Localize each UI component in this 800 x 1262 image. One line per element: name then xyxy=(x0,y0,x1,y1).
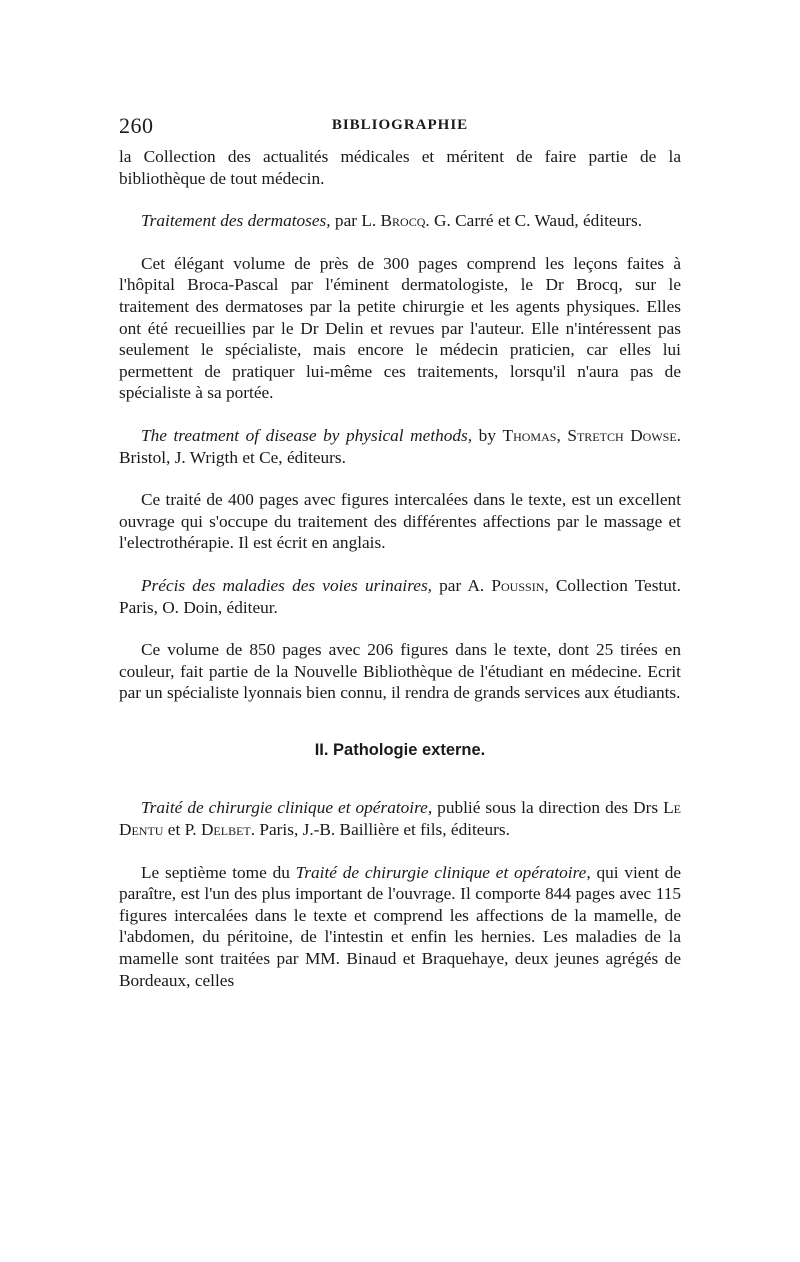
page-number: 260 xyxy=(119,113,154,138)
entry-author: Delbet xyxy=(200,820,251,840)
bibliography-entry-voies-urinaires xyxy=(119,575,681,618)
entry-title: Traité de chirurgie clinique et opératoire xyxy=(295,862,587,882)
entry-title: Traité de chirurgie clinique et opératoire, xyxy=(141,798,433,818)
entry-author: Brocq xyxy=(380,211,426,231)
entry-author: Poussin xyxy=(491,575,545,595)
entry-text: par L. xyxy=(330,211,381,231)
entry-text: . Paris, J.-B. Baillière et fils, éditeurs. xyxy=(250,820,510,840)
paragraph-continuation: la Collection des actualités médicales et méritent de faire partie de la bibliothèque de tout médecin. xyxy=(119,147,681,188)
entry-author: Thomas, Stretch Dowse xyxy=(502,425,677,445)
entry-text: , qui vient de paraître, est l'un des plus important de l'ouvrage. Il comporte 844 pages avec 115 figures intercalées dans le texte et comprend les affections de la mamelle, de l'abdomen, du péritoine, de l'intestin et enfin les hernies. Les maladies de la mamelle sont traitées par MM. Binaud et Braquehaye, deux jeunes agrégés de Bordeaux, celles xyxy=(119,862,682,990)
entry-text: , Collection Testut. Paris, O. Doin, éditeur. xyxy=(119,575,681,617)
review-paragraph-dermatoses: Cet élégant volume de près de 300 pages comprend les leçons faites à l'hôpital Broca-Pascal par l'éminent dermatologiste, le Dr Brocq, sur le traitement des dermatoses par la petite chirurgie et les agents physiques. Elles ont été recueillies par le Dr Delin et revues par l'auteur. Elle n'intéressent pas seulement le spécialiste, mais encore le médecin praticien, car elles lui permettent de pratiquer lui-même ces traitements, lorsqu'il n'aura pas de spécialiste à sa portée. xyxy=(119,253,681,403)
section-heading: II. Pathologie externe. xyxy=(314,740,486,759)
page-header xyxy=(119,113,681,143)
running-head: BIBLIOGRAPHIE xyxy=(331,117,469,133)
review-paragraph-physical-methods: Ce traité de 400 pages avec figures intercalées dans le texte, est un excellent ouvrage qui s'occupe du traitement des différentes affections par le massage et l'electrothérapie. Il est écrit en anglais. xyxy=(119,490,681,553)
entry-title: The treatment of disease by physical methods, xyxy=(141,425,473,445)
entry-text: . G. Carré et C. Waud, éditeurs. xyxy=(425,211,643,231)
bibliography-entry-physical-methods xyxy=(119,425,681,468)
entry-author: Le Dentu xyxy=(119,798,681,840)
review-paragraph-chirurgie xyxy=(119,862,681,992)
entry-text: by xyxy=(472,425,503,445)
entry-text: et P. xyxy=(163,820,201,840)
entry-text: par A. xyxy=(432,575,492,595)
entry-title: Traitement des dermatoses, xyxy=(141,211,331,231)
entry-text: publié sous la direction des Drs xyxy=(432,798,664,818)
bibliography-entry-chirurgie xyxy=(119,797,681,840)
review-paragraph-voies-urinaires: Ce volume de 850 pages avec 206 figures dans le texte, dont 25 tirées en couleur, fait partie de la Nouvelle Bibliothèque de l'étudiant en médecine. Ecrit par un spécialiste lyonnais bien connu, il rendra de grands services aux étudiants. xyxy=(119,640,681,703)
entry-text: Le septième tome du xyxy=(141,862,296,882)
entry-text: . Bristol, J. Wrigth et Ce, éditeurs. xyxy=(119,425,681,467)
bibliography-entry-dermatoses xyxy=(119,210,681,232)
entry-title: Précis des maladies des voies urinaires, xyxy=(141,575,432,595)
page-body xyxy=(119,146,681,991)
